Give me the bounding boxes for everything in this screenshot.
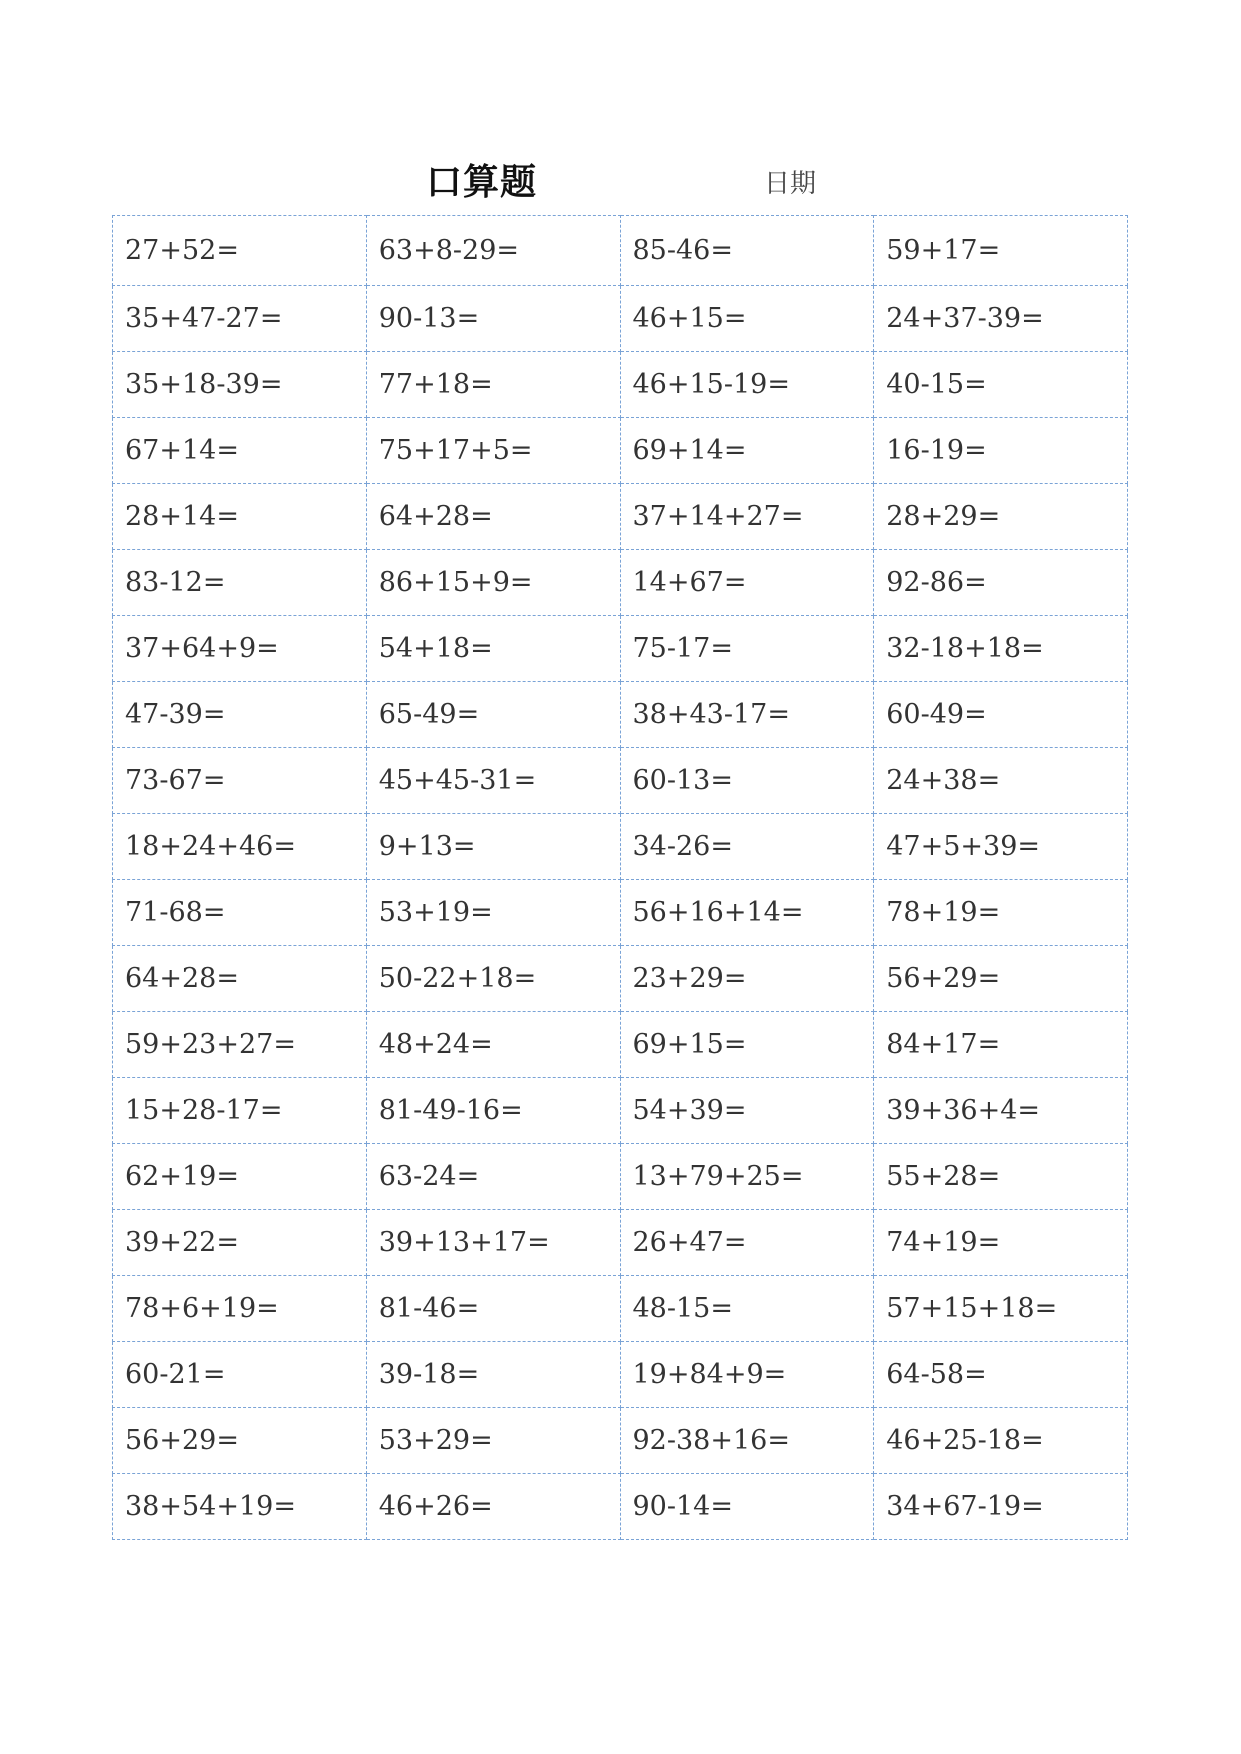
problem-row [113,1276,1128,1342]
problem-row [113,1342,1128,1408]
problem-row [113,1078,1128,1144]
problem-row [113,946,1128,1012]
problem-cell: 67+14= [113,418,367,484]
problem-cell: 24+38= [874,748,1128,814]
problem-cell: 54+39= [620,1078,874,1144]
problem-row [113,814,1128,880]
problem-row [113,418,1128,484]
problem-cell: 50-22+18= [366,946,620,1012]
problem-grid-body [113,216,1128,1540]
problem-cell: 47+5+39= [874,814,1128,880]
problem-cell: 62+19= [113,1144,367,1210]
problem-cell: 78+6+19= [113,1276,367,1342]
problem-cell: 56+29= [113,1408,367,1474]
problem-cell: 26+47= [620,1210,874,1276]
problem-row [113,616,1128,682]
problem-row [113,748,1128,814]
date-label: 日期 [764,169,817,199]
problem-cell: 81-49-16= [366,1078,620,1144]
problem-cell: 28+14= [113,484,367,550]
problem-cell: 69+15= [620,1012,874,1078]
problem-cell: 19+84+9= [620,1342,874,1408]
problem-cell: 16-19= [874,418,1128,484]
problem-cell: 48-15= [620,1276,874,1342]
problem-cell: 90-14= [620,1474,874,1540]
problem-cell: 64+28= [366,484,620,550]
problem-cell: 81-46= [366,1276,620,1342]
problem-cell: 23+29= [620,946,874,1012]
problem-cell: 75-17= [620,616,874,682]
problem-cell: 35+18-39= [113,352,367,418]
problem-cell: 53+29= [366,1408,620,1474]
problem-cell: 78+19= [874,880,1128,946]
problem-cell: 46+15= [620,286,874,352]
problem-cell: 75+17+5= [366,418,620,484]
problem-cell: 63-24= [366,1144,620,1210]
problem-cell: 46+25-18= [874,1408,1128,1474]
problem-cell: 64+28= [113,946,367,1012]
problem-cell: 9+13= [366,814,620,880]
problem-cell: 71-68= [113,880,367,946]
problem-cell: 84+17= [874,1012,1128,1078]
problem-cell: 15+28-17= [113,1078,367,1144]
problem-cell: 46+26= [366,1474,620,1540]
problem-cell: 45+45-31= [366,748,620,814]
problem-cell: 77+18= [366,352,620,418]
problem-cell: 59+17= [874,216,1128,286]
problem-cell: 83-12= [113,550,367,616]
problem-cell: 57+15+18= [874,1276,1128,1342]
problem-row [113,1144,1128,1210]
problem-cell: 47-39= [113,682,367,748]
problem-cell: 32-18+18= [874,616,1128,682]
problem-cell: 38+43-17= [620,682,874,748]
problem-cell: 85-46= [620,216,874,286]
problem-cell: 73-67= [113,748,367,814]
problem-cell: 92-38+16= [620,1408,874,1474]
problem-cell: 65-49= [366,682,620,748]
worksheet-header [0,158,1241,208]
problem-cell: 39+13+17= [366,1210,620,1276]
problem-cell: 53+19= [366,880,620,946]
problem-cell: 56+29= [874,946,1128,1012]
problem-cell: 40-15= [874,352,1128,418]
problem-cell: 59+23+27= [113,1012,367,1078]
problem-cell: 14+67= [620,550,874,616]
problem-row [113,352,1128,418]
problem-cell: 46+15-19= [620,352,874,418]
problem-cell: 37+14+27= [620,484,874,550]
problem-cell: 92-86= [874,550,1128,616]
problem-cell: 39+36+4= [874,1078,1128,1144]
problem-cell: 39+22= [113,1210,367,1276]
problem-row [113,682,1128,748]
problem-cell: 90-13= [366,286,620,352]
problem-cell: 18+24+46= [113,814,367,880]
problem-cell: 28+29= [874,484,1128,550]
problem-row [113,1210,1128,1276]
page-title: 口算题 [426,162,538,203]
problem-row [113,1474,1128,1540]
problem-cell: 69+14= [620,418,874,484]
problem-cell: 37+64+9= [113,616,367,682]
problem-cell: 74+19= [874,1210,1128,1276]
problem-row [113,1408,1128,1474]
problem-cell: 86+15+9= [366,550,620,616]
problem-cell: 34+67-19= [874,1474,1128,1540]
problem-cell: 64-58= [874,1342,1128,1408]
problem-cell: 35+47-27= [113,286,367,352]
problem-cell: 56+16+14= [620,880,874,946]
problem-row [113,484,1128,550]
problem-cell: 38+54+19= [113,1474,367,1540]
arithmetic-problem-grid [112,215,1128,1540]
problem-cell: 60-21= [113,1342,367,1408]
problem-cell: 60-13= [620,748,874,814]
problem-cell: 34-26= [620,814,874,880]
problem-cell: 63+8-29= [366,216,620,286]
problem-cell: 55+28= [874,1144,1128,1210]
problem-cell: 13+79+25= [620,1144,874,1210]
problem-cell: 60-49= [874,682,1128,748]
problem-cell: 39-18= [366,1342,620,1408]
problem-row [113,216,1128,286]
problem-row [113,1012,1128,1078]
problem-cell: 27+52= [113,216,367,286]
problem-cell: 48+24= [366,1012,620,1078]
problem-cell: 24+37-39= [874,286,1128,352]
problem-row [113,880,1128,946]
problem-row [113,550,1128,616]
problem-cell: 54+18= [366,616,620,682]
problem-row [113,286,1128,352]
